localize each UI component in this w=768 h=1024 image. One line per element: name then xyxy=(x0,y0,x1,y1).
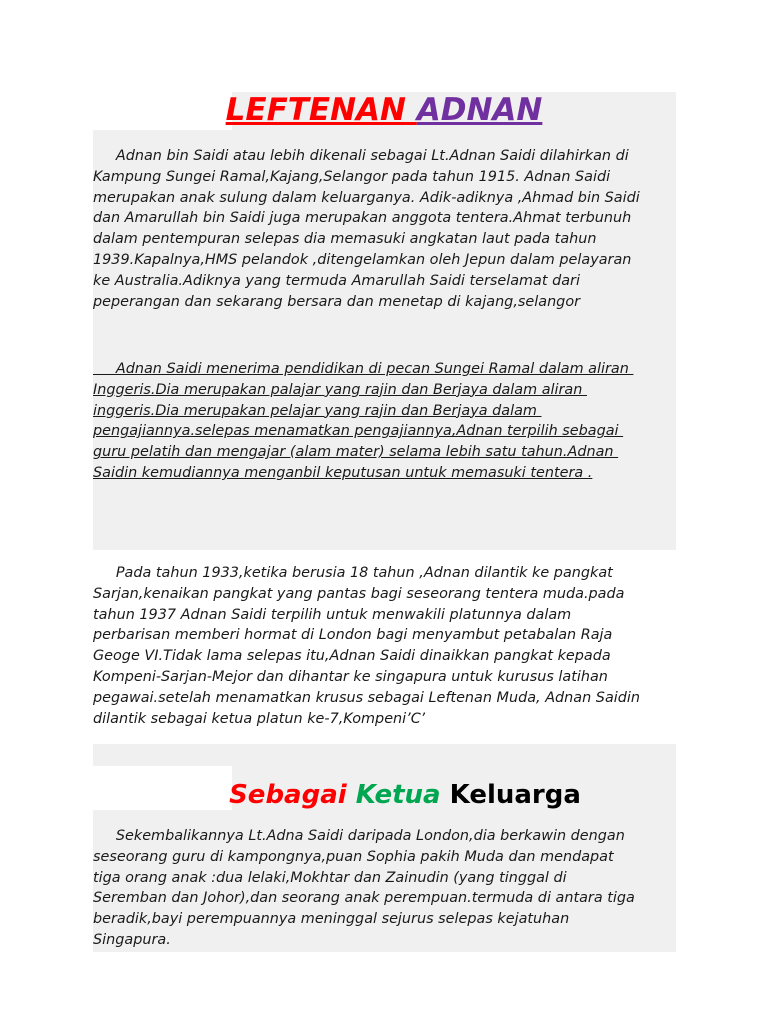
paragraph-family xyxy=(93,826,683,951)
heading-word-keluarga: Keluarga xyxy=(449,780,581,810)
text-line: pengajiannya.selepas menamatkan pengajiannya,Adnan terpilih sebagai xyxy=(93,423,624,440)
heading-word-sebagai: Sebagai xyxy=(229,780,347,810)
text-line: 1939.Kapalnya,HMS pelandok ,ditengelamkan oleh Jepun dalam pelayaran xyxy=(93,251,632,268)
text-line: beradik,bayi perempuannya meninggal sejurus selepas kejatuhan xyxy=(93,911,570,928)
text-line: dalam pentempuran selepas dia memasuki angkatan laut pada tahun xyxy=(93,231,597,248)
text-line: tiga orang anak :dua lelaki,Mokhtar dan Zainudin (yang tinggal di xyxy=(93,869,567,886)
text-line: Saidin kemudiannya menganbil keputusan untuk memasuki tentera . xyxy=(93,464,593,481)
text-line: merupakan anak sulung dalam keluarganya. Adik-adiknya ,Ahmad bin Saidi xyxy=(93,189,640,206)
text-line: peperangan dan sekarang bersara dan menetap di kajang,selangor xyxy=(93,293,581,310)
text-line: Adnan Saidi menerima pendidikan di pecan Sungei Ramal dalam aliran xyxy=(93,361,634,377)
text-line: inggeris.Dia merupakan pelajar yang rajin dan Berjaya dalam xyxy=(93,402,542,419)
text-line: Kompeni-Sarjan-Mejor dan dihantar ke singapura untuk kurusus latihan xyxy=(93,668,608,685)
text-line: pegawai.setelah menamatkan krusus sebagai Leftenan Muda, Adnan Saidin xyxy=(93,689,641,706)
text-line: perbarisan memberi hormat di London bagi menyambut petabalan Raja xyxy=(93,627,613,644)
text-line: Adnan bin Saidi atau lebih dikenali sebagai Lt.Adnan Saidi dilahirkan di xyxy=(93,148,629,164)
text-line: seseorang guru di kampongnya,puan Sophia pakih Muda dan mendapat xyxy=(93,848,614,865)
text-line: Inggeris.Dia merupakan palajar yang rajin dan Berjaya dalam aliran xyxy=(93,381,587,398)
paragraph-biography xyxy=(93,146,683,312)
text-line: Geoge VI.Tidak lama selepas itu,Adnan Saidi dinaikkan pangkat kepada xyxy=(93,648,611,665)
text-line: Kampung Sungei Ramal,Kajang,Selangor pada tahun 1915. Adnan Saidi xyxy=(93,168,611,185)
text-line: tahun 1937 Adnan Saidi terpilih untuk menwakili platunnya dalam xyxy=(93,606,572,623)
text-line: Singapura. xyxy=(93,931,171,948)
paragraph-military-career xyxy=(93,563,683,729)
text-line: dilantik sebagai ketua platun ke-7,Kompeni’C’ xyxy=(93,710,426,727)
text-line: Sekembalikannya Lt.Adna Saidi daripada London,dia berkawin dengan xyxy=(93,828,625,844)
text-line: dan Amarullah bin Saidi juga merupakan anggota tentera.Ahmat terbunuh xyxy=(93,210,632,227)
section-heading-family xyxy=(0,776,768,814)
heading-word-ketua: Ketua xyxy=(355,780,441,810)
page-title xyxy=(0,88,768,132)
text-line: ke Australia.Adiknya yang termuda Amarullah Saidi terselamat dari xyxy=(93,272,580,289)
text-line: Sarjan,kenaikan pangkat yang pantas bagi seseorang tentera muda.pada xyxy=(93,585,625,602)
text-line: guru pelatih dan mengajar (alam mater) selama lebih satu tahun.Adnan xyxy=(93,444,619,461)
text-line: Seremban dan Johor),dan seorang anak perempuan.termuda di antara tiga xyxy=(93,890,635,907)
paragraph-education xyxy=(93,359,683,484)
title-word-adnan: ADNAN xyxy=(416,92,543,128)
title-word-leftenan: LEFTENAN xyxy=(225,92,406,128)
text-line: Pada tahun 1933,ketika berusia 18 tahun ,Adnan dilantik ke pangkat xyxy=(93,565,613,581)
